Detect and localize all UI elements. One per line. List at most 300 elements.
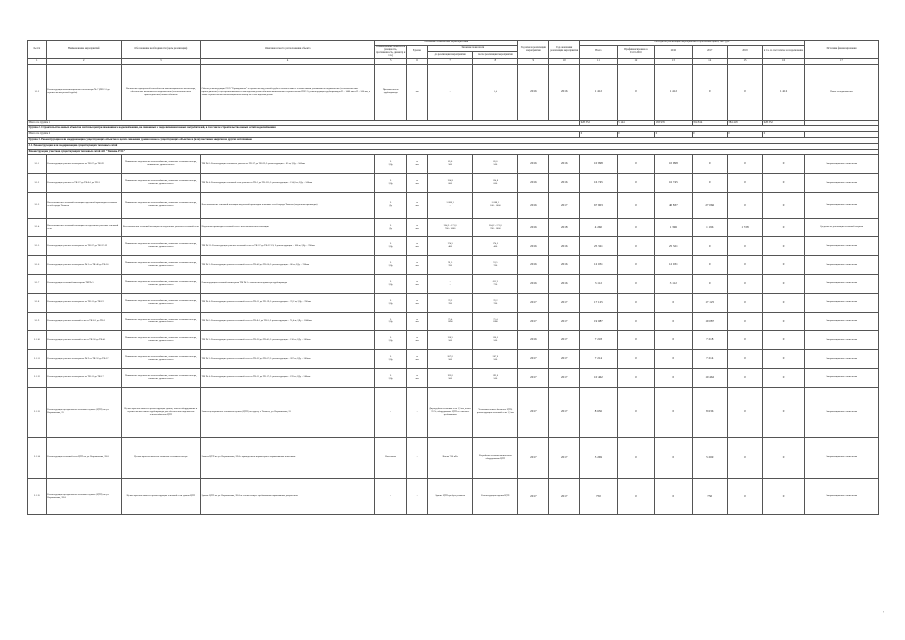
row-after: Установка нового блочного ЦТП; реконструкция тепловой сети 1,5 км — [473, 387, 518, 437]
row-name: Реконструкция участка от ТК-27 до ТК-8-1 дл ТК-3 — [46, 174, 121, 193]
subtotal-2018: 384 418 — [727, 120, 762, 126]
row-indicator: - — [375, 479, 407, 515]
row-rest: 0 — [763, 437, 805, 479]
table-row — [28, 64, 879, 120]
row-name: Реконструкция участка тепловой сети от ТК-8-1 до ТК-3 — [46, 312, 121, 331]
row-unit: - — [407, 437, 428, 479]
row-y2017: 17 125 — [692, 293, 727, 312]
row-num: 3.1.15 — [28, 479, 47, 515]
row-y2016: 0 — [655, 368, 692, 387]
row-name: Реконструкция тепловой сети ЦТП по ул. Ворошилова, 39/4 — [46, 437, 121, 479]
row-before-line: 91,5 — [448, 261, 453, 265]
row-name: Реконструкция участка теплотрассы № 3 от ТК-46 до ТК-50 — [46, 256, 121, 275]
row-unit-line: м — [416, 298, 418, 302]
row-unit-line: м — [416, 201, 418, 205]
col-number: 2 — [46, 59, 121, 65]
row-total: 12 031 — [580, 256, 617, 275]
row-before: Котлы 750 кВт — [428, 437, 473, 479]
row-unit — [407, 368, 428, 387]
row-y2017: 0 — [692, 275, 727, 294]
row-before — [428, 312, 473, 331]
subtotal-total: 928 352 — [580, 120, 617, 126]
row-after-line: 500 — [493, 376, 498, 380]
row-2016: 1 412 — [655, 64, 692, 120]
row-y2017: 7 214 — [692, 350, 727, 369]
row-unit: - — [407, 479, 428, 515]
row-indicator — [375, 192, 407, 218]
row-unit-line: м — [416, 223, 418, 227]
row-y2016: 16 745 — [655, 174, 692, 193]
row-before-line: 600 — [448, 182, 452, 186]
row-source: Амортизационные отчисления — [805, 479, 879, 515]
col-before-header: до реализации мероприятия — [428, 52, 473, 59]
row-source: Амортизационные отчисления — [805, 237, 879, 256]
row-reason: Повышение надежности теплоснабжения, снижение тепловых потерь, снижение уровня износа — [121, 368, 200, 387]
row-financed: 0 — [617, 256, 654, 275]
row-indicator-line: L — [389, 298, 392, 302]
row-before — [428, 155, 473, 174]
col-after-header: после реализации мероприятия — [473, 52, 518, 59]
row-unit — [407, 174, 428, 193]
col-number: 4 — [201, 59, 375, 65]
row-y2018: 0 — [727, 256, 762, 275]
row-end: 2017 — [549, 368, 580, 387]
row-num: 3.1.6 — [28, 256, 47, 275]
row-name: Реконструкция участка теплотрассы от ТК-37 до ТК-37-19 — [46, 237, 121, 256]
row-desc: ТМ № 4: Реконструкция тепловой сети участка от ТК-1 до ТК-131; L реконструкции = 134,8 м; 2Ду = 500мм — [201, 174, 375, 193]
row-after-line: 174,5 — [492, 242, 499, 246]
group-3-label: Группа 3. Реконструкция или модернизация существующих объектов в целях снижения уровня износа существующих объектов и (или) поставки энергии из других источников — [28, 138, 879, 144]
col-number: 5 — [375, 59, 407, 65]
subtotal-financed: 5 144 — [617, 120, 654, 126]
row-indicator-line: L — [389, 336, 392, 340]
row-reason: Повышение надежности теплоснабжения, снижение тепловых потерь, снижение уровня износа — [121, 256, 200, 275]
row-indicator — [375, 155, 407, 174]
row-source: Амортизационные отчисления — [805, 331, 879, 350]
row-before-line: 174,5 — [447, 242, 453, 246]
row-financed: 0 — [617, 368, 654, 387]
row-reason: Повышение надежности теплоснабжения, снижение тепловых потерь, повышение уровня износа — [121, 155, 200, 174]
row-after: Реконструкция здания ЦТП — [473, 479, 518, 515]
row-indicator — [375, 293, 407, 312]
row-after-line: 76,2 — [493, 298, 498, 302]
row-indicator-line: 2Ду — [388, 376, 393, 380]
row-unit-line: мм — [415, 282, 419, 286]
row-unit — [407, 256, 428, 275]
row-unit-line: мм — [415, 226, 419, 230]
col-indicator-header: Наименование показателя (мощность, протяженность, диаметр и т.п.) — [376, 45, 406, 57]
table-row — [28, 350, 879, 369]
row-unit-line: м — [416, 261, 418, 265]
col-number: 10 — [549, 59, 580, 65]
row-y2018: 0 — [727, 275, 762, 294]
row-total: 1 412 — [580, 64, 617, 120]
row-indicator-line: Ду — [389, 226, 393, 230]
row-name: Реконструкция участка тепловой сети от ТК-30 до ТК-41 — [46, 331, 121, 350]
row-name: Реконструкция канализационного коллектора № 7 (ПНС-3 до строительства речной трубы) — [46, 64, 121, 120]
row-before — [428, 331, 473, 350]
row-after — [473, 192, 518, 218]
table-row — [28, 368, 879, 387]
row-end: 2017 — [549, 293, 580, 312]
col-name-header: Наименование мероприятий — [46, 41, 121, 59]
row-start: 2017 — [518, 437, 549, 479]
row-unit-line: мм — [415, 163, 419, 167]
row-start: 2016 — [518, 218, 549, 237]
row-before-line: 207,6 — [447, 355, 453, 359]
subtotal-value: 0 — [655, 132, 692, 138]
row-y2017: 19 087 — [692, 312, 727, 331]
row-after — [473, 174, 518, 193]
row-indicator-line: L — [389, 242, 392, 246]
row-indicator-line: 2Ду — [388, 358, 393, 362]
row-indicator-line: L — [389, 179, 392, 183]
row-rest: 0 — [763, 155, 805, 174]
table-row — [28, 155, 879, 174]
row-before-line: 500 — [448, 163, 452, 167]
row-unit — [407, 275, 428, 294]
row-after — [473, 256, 518, 275]
row-name: Реконструкция участка теплотрассы № 9 от ТК-52 до ТК-57 — [46, 350, 121, 369]
row-num: 3.1.13 — [28, 387, 47, 437]
row-source: Амортизационные отчисления — [805, 275, 879, 294]
row-unit-line: мм — [415, 264, 419, 268]
table-row — [28, 256, 879, 275]
row-rest: 0 — [763, 331, 805, 350]
row-num: 3.1.14 — [28, 437, 47, 479]
row-end: 2017 — [549, 350, 580, 369]
row-end: 2018 — [549, 218, 580, 237]
row-indicator-line: L — [389, 355, 392, 359]
row-after-line: 5 688,1 — [491, 201, 499, 205]
group-2-label: Группа 2. Строительство новых объектов системы централизованного водоснабжения, не связанных с подключением новых потребителей, в том числе строительство новых сетей водоснабжения — [28, 126, 879, 132]
row-financed: 0 — [617, 275, 654, 294]
row-financed: 0 — [617, 155, 654, 174]
row-y2017: 0 — [692, 256, 727, 275]
row-after-line: 611,2 — [492, 280, 498, 284]
row-total: 17 125 — [580, 293, 617, 312]
row-after-line: 600 — [493, 182, 498, 186]
row-unit-line: мм — [415, 245, 419, 249]
row-end: 2017 — [549, 387, 580, 437]
row-unit: км — [407, 64, 428, 120]
table-row — [28, 174, 879, 193]
row-after-line: 500 — [493, 358, 498, 362]
row-financed: 0 — [617, 331, 654, 350]
row-after-line: 91,5 — [493, 261, 498, 265]
row-unit — [407, 237, 428, 256]
row-financed: 0 — [617, 64, 654, 120]
row-end: 2016 — [549, 155, 580, 174]
col-number: 3 — [121, 59, 200, 65]
row-desc: Замена ЦТП по ул. Ворошилова, 39/4 с приведением параметров к нормативным значениям — [201, 437, 375, 479]
row-rest: 0 — [763, 218, 805, 237]
row-y2018: 0 — [727, 293, 762, 312]
row-indicator — [375, 174, 407, 193]
row-2018: 0 — [727, 64, 762, 120]
row-end: 2016 — [549, 275, 580, 294]
subgroup-3-1-b-label: Реконструкция участков существующих тепловых сетей АО "Тюмень РЭС" — [28, 149, 879, 155]
row-after-line: 400 — [493, 245, 498, 249]
row-name: Реконструкция участка теплотрассы от ТК-11 до ТК-17 — [46, 368, 121, 387]
row-y2018: 0 — [727, 155, 762, 174]
row-before-line: 193,6 — [447, 373, 453, 377]
row-desc: ТМ № 3: Реконструкция участка тепловой сети от ТК-46 до ТК-50; L реконструкции = 80 м; 2Ду = 700мм — [201, 256, 375, 275]
subtotal-value: 0 — [763, 132, 805, 138]
row-reason: Повышение надежности теплоснабжения, снижение тепловых потерь, снижение уровня износа — [121, 174, 200, 193]
row-start: 2016 — [518, 155, 549, 174]
row-reason: Целью проекта является реконструкция тепловой сети здания ЦТП — [121, 479, 200, 515]
row-indicator: Протяженность трубопровода — [375, 64, 407, 120]
subtotal-value: 0 — [617, 132, 654, 138]
row-end: 2017 — [549, 312, 580, 331]
row-before-line: 85,0 — [448, 160, 453, 164]
row-financed: 0 — [617, 293, 654, 312]
row-y2018: 0 — [727, 479, 762, 515]
row-y2018: 0 — [727, 192, 762, 218]
row-before: - — [428, 64, 473, 120]
row-start: 2016 — [518, 174, 549, 193]
row-before-line: 700 — [448, 301, 452, 305]
row-end: 2016 — [549, 256, 580, 275]
row-y2018: 0 — [727, 237, 762, 256]
row-unit-line: м — [416, 179, 418, 183]
row-total: 10 462 — [580, 368, 617, 387]
row-after-line: 85,0 — [493, 160, 498, 164]
row-after-line: 207,6 — [492, 355, 499, 359]
row-y2016: 10 998 — [655, 155, 692, 174]
row-y2016: 0 — [655, 293, 692, 312]
row-unit: - — [407, 387, 428, 437]
row-total: 7 214 — [580, 350, 617, 369]
row-before-line: - — [449, 204, 451, 208]
row-y2018: 0 — [727, 350, 762, 369]
col-number: 8 — [473, 59, 518, 65]
row-reason: Повышение надежности теплоснабжения, снижение тепловых потерь, снижение уровня износа — [121, 275, 200, 294]
row-num: 3.1.10 — [28, 331, 47, 350]
row-indicator-line: 2Ду — [388, 282, 393, 286]
table-row — [28, 437, 879, 479]
row-reason: Целью проекта является снижение тепловых потерь — [121, 437, 200, 479]
row-before — [428, 350, 473, 369]
row-rest: 0 — [763, 275, 805, 294]
table-row — [28, 237, 879, 256]
row-before-line: 130,5 — [447, 336, 453, 340]
row-y2017: 5 269 — [692, 437, 727, 479]
row-financed: 0 — [617, 174, 654, 193]
row-after-line: 1000 — [492, 320, 498, 324]
row-before-line: 500 — [448, 339, 452, 343]
row-start: 2016 — [518, 275, 549, 294]
row-num: 3.1.12 — [28, 368, 47, 387]
row-rest: 0 — [763, 256, 805, 275]
row-source: Амортизационные отчисления — [805, 293, 879, 312]
row-unit-line: м — [416, 242, 418, 246]
row-indicator-line: L — [389, 317, 392, 321]
row-start: 2016 — [518, 331, 549, 350]
row-before: Здание ЦТП требует ремонта — [428, 479, 473, 515]
row-indicator-line: 2Ду — [388, 264, 393, 268]
row-name: Реконструкция центрального теплового пункта (ЦТП) по ул. Ворошилова, 25 — [46, 387, 121, 437]
row-unit-line: м — [416, 355, 418, 359]
row-indicator: Котельная — [375, 437, 407, 479]
row-y2017: 0 — [692, 174, 727, 193]
row-reason: Повышение надежности теплоснабжения, снижение тепловых потерь, снижение уровня износа — [121, 237, 200, 256]
row-before-line: 400 — [448, 245, 452, 249]
subtotal-2016: 183 976 — [655, 120, 692, 126]
row-indicator-line: 2Ду — [388, 245, 393, 249]
row-reason: Увеличение пропускной способности канализационного коллектора, обеспечение возможности подключения (технологического присоединения) новых объектов — [121, 64, 200, 120]
row-before — [428, 174, 473, 193]
row-after — [473, 218, 518, 237]
row-desc: ТМ № 4: Реконструкция участка тепловой сети от ТК-11 до ТК-19; L реконструкции = 76,2 м; 2Ду = 700мм — [201, 293, 375, 312]
row-after — [473, 368, 518, 387]
col-number: 17 — [805, 59, 879, 65]
row-after-line: 75,4 — [493, 317, 498, 321]
row-source: Амортизационные отчисления — [805, 312, 879, 331]
row-start: 2017 — [518, 368, 549, 387]
row-y2016: 0 — [655, 312, 692, 331]
col-number: 13 — [655, 59, 692, 65]
row-before — [428, 275, 473, 294]
group-costs-header: Расходы на реализацию мероприятий в прогнозных ценах, тыс. руб. — [580, 41, 805, 46]
row-name: Реконструкция участка теплотрассы от ТК-27 до ТК-29 — [46, 155, 121, 174]
row-unit — [407, 350, 428, 369]
row-rest: 0 — [763, 350, 805, 369]
row-end: 2017 — [549, 479, 580, 515]
subtotal-2017: 354 814 — [692, 120, 727, 126]
row-before-line: 134,8 — [447, 179, 453, 183]
row-after — [473, 237, 518, 256]
row-after-line: 134,8 — [492, 179, 499, 183]
row-indicator — [375, 237, 407, 256]
row-desc: Здание ЦТП по ул. Ворошилова, 39/4 не соответствует требованиям нормативных документов — [201, 479, 375, 515]
table-row — [28, 312, 879, 331]
row-num: 3.1.1 — [28, 155, 47, 174]
row-indicator: - — [375, 387, 407, 437]
row-source: Амортизационные отчисления — [805, 368, 879, 387]
row-total: 10 998 — [580, 155, 617, 174]
row-unit-line: мм — [415, 301, 419, 305]
col-num-header: № п/п — [28, 41, 47, 59]
row-after-line: 720 — [493, 282, 498, 286]
col-source-header: Источник финансирования — [805, 41, 879, 59]
table-row — [28, 275, 879, 294]
group-values-header: Значение показателя — [428, 45, 518, 52]
row-unit — [407, 192, 428, 218]
row-y2016: 0 — [655, 437, 692, 479]
investment-program-table — [27, 40, 879, 515]
row-indicator-line: L — [389, 373, 392, 377]
row-end: 2017 — [549, 331, 580, 350]
row-before-line: 1000 — [447, 320, 453, 324]
row-indicator-line: 2Ду — [388, 339, 393, 343]
row-indicator-line: 2Ду — [388, 320, 393, 324]
row-source: Амортизационные отчисления — [805, 256, 879, 275]
row-financed: 0 — [617, 437, 654, 479]
row-unit — [407, 218, 428, 237]
col-number: 6 — [407, 59, 428, 65]
row-after — [473, 293, 518, 312]
row-indicator-line: L — [389, 280, 392, 284]
row-after: 1,4 — [473, 64, 518, 120]
row-before-line: 500 — [448, 358, 452, 362]
row-reason: Повышение надежности теплоснабжения, снижение тепловых потерь, снижение уровня износа — [121, 293, 200, 312]
row-total: 3 112 — [580, 275, 617, 294]
row-desc: ТМ № 3: Реконструкция участка тепловой сети от ТК-30 до ТК-41; L реконструкции = 130 м; 2Ду = 500мм — [201, 331, 375, 350]
row-y2017: 7 218 — [692, 331, 727, 350]
col-number: 16 — [763, 59, 805, 65]
row-financed: 0 — [617, 237, 654, 256]
row-name: Восстановление тепловой изоляции надземной прокладки тепловых сетей города Тюмени — [46, 192, 121, 218]
row-start: 2016 — [518, 256, 549, 275]
row-total: 8 636 — [580, 387, 617, 437]
table-row — [28, 479, 879, 515]
row-desc: Замена центрального теплового пункта (ЦТП) по адресу г. Тюмень, ул. Ворошилова, 25 — [201, 387, 375, 437]
col-number: 7 — [428, 59, 473, 65]
row-y2016: 12 031 — [655, 256, 692, 275]
row-total: 7 218 — [580, 331, 617, 350]
col-2018-header: 2018 — [727, 45, 762, 58]
row-unit-line: м — [416, 280, 418, 284]
row-after — [473, 331, 518, 350]
table-row — [28, 293, 879, 312]
row-rest: 0 — [763, 192, 805, 218]
row-indicator-line: 2Ду — [388, 301, 393, 305]
row-unit-line: м — [416, 336, 418, 340]
row-rest: 0 — [763, 237, 805, 256]
row-source: Амортизационные отчисления — [805, 174, 879, 193]
col-number: 12 — [617, 59, 654, 65]
row-indicator-line: L — [389, 223, 392, 227]
row-before-line: - — [449, 280, 451, 284]
row-name: Реконструкция центрального теплового пункта (ЦТП) по ул. Ворошилова, 39/4 — [46, 479, 121, 515]
row-after — [473, 350, 518, 369]
col-unit-header: Ед.изм. — [407, 45, 428, 58]
row-y2018: 0 — [727, 331, 762, 350]
subgroup-3-1-label: 3.1. Реконструкция или модернизация существующих тепловых сетей — [28, 143, 879, 149]
row-after-line: 500 — [493, 339, 498, 343]
row-num: 1.1.2 — [28, 64, 47, 120]
row-desc: ТМ № 3: Реконструкция участка тепловой сети от ТК-52 до ТК-57; L реконструкции = 207 м; 2Ду = 500мм — [201, 350, 375, 369]
row-desc: ТМ № 21: Реконструкция участка тепловой сети от ТК-37 до ТК-37-19; L реконструкции = 100 м; 2Ду = 700мм — [201, 237, 375, 256]
row-end: 2016 — [549, 174, 580, 193]
row-financed: 0 — [617, 387, 654, 437]
row-after-line: 100 - 1000 — [490, 204, 501, 208]
row-end: 2016 — [549, 64, 580, 120]
col-total-header: Всего — [580, 45, 617, 58]
row-start: 2017 — [518, 350, 549, 369]
row-indicator — [375, 331, 407, 350]
row-indicator-line: L — [389, 261, 392, 265]
row-after — [473, 155, 518, 174]
row-num: 3.1.9 — [28, 312, 47, 331]
row-before-line: 500 — [448, 376, 452, 380]
row-financed: 0 — [617, 479, 654, 515]
row-start: 2017 — [518, 387, 549, 437]
row-start: 2017 — [518, 479, 549, 515]
group-indicators-header: Основные технические характеристики — [375, 41, 518, 46]
row-y2016: 25 321 — [655, 237, 692, 256]
row-indicator — [375, 275, 407, 294]
row-unit-line: мм — [415, 339, 419, 343]
col-number: 1 — [28, 59, 47, 65]
row-desc: Восстановление тепловой изоляции надземной прокладки тепловых сетей города Тюмени (надземная прокладка) — [201, 192, 375, 218]
row-y2017: 8 636 — [692, 387, 727, 437]
row-indicator — [375, 368, 407, 387]
row-reason: Восстановление тепловой изоляции на надземных участках тепловой сети — [121, 218, 200, 237]
row-rest: 0 — [763, 312, 805, 331]
